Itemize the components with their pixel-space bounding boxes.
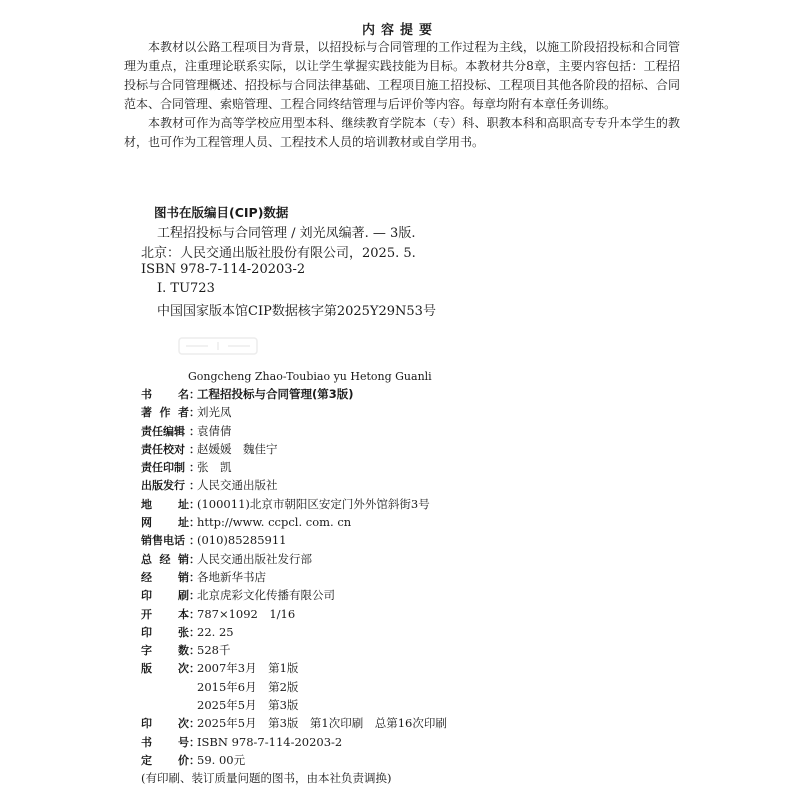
- colophon-value: 各地新华书店: [197, 569, 266, 584]
- cip-class-line: Ⅰ. TU723: [157, 281, 215, 296]
- colophon-label-char: 作: [159, 406, 171, 420]
- colophon-row: [141, 624, 641, 642]
- colophon-label: [141, 423, 189, 439]
- colophon-label: [141, 642, 189, 658]
- colophon-row: [141, 606, 641, 624]
- faint-stamp-mark: [178, 337, 258, 355]
- colophon-label-char: 销售电话: [141, 534, 185, 548]
- colophon-label: [141, 404, 189, 420]
- colophon-row: [141, 734, 641, 752]
- colophon-row: [141, 496, 641, 514]
- quality-note: (有印刷、装订质量问题的图书，由本社负责调换): [141, 771, 392, 786]
- colophon-value: ISBN 978-7-114-20203-2: [197, 734, 343, 749]
- colophon-label: [141, 734, 189, 750]
- colophon-label-char: 责任编辑: [141, 424, 185, 438]
- colophon-label: [141, 715, 189, 731]
- colophon-label-char: 次: [178, 662, 189, 676]
- colophon-label-char: 责任印制: [141, 461, 185, 475]
- colophon-label-char: 印: [141, 589, 152, 603]
- cip-title-line: 工程招投标与合同管理 / 刘光凤编著. — 3版.: [157, 226, 416, 241]
- colophon-label: [141, 569, 189, 585]
- colophon-colon: ：: [189, 552, 200, 566]
- cip-publisher-line: 北京：人民交通出版社股份有限公司，2025. 5.: [141, 246, 416, 261]
- colophon-label: [141, 532, 189, 548]
- summary-text-1: 本教材以公路工程项目为背景，以招投标与合同管理的工作过程为主线，以施工阶段招投标和合同管理为重点，注重理论联系实际，以让学生掌握实践技能为目标。本教材共分8章，主要内容包括：工程招投标与合同管理概述、招投标与合同法律基础、工程项目施工招投标、工程项目其他各阶段的招标、合同范本、合同管理、索赔管理、工程合同终结管理与后评价等内容。每章均附有本章任务训练。: [124, 40, 680, 111]
- colophon-label-char: 经: [159, 552, 171, 566]
- colophon-table: [141, 386, 641, 788]
- colophon-colon: ：: [189, 589, 200, 603]
- colophon-colon: ：: [189, 406, 200, 420]
- colophon-row: [141, 679, 641, 697]
- colophon-label-char: 书: [141, 735, 152, 749]
- colophon-label-char: 总: [141, 552, 152, 566]
- colophon-label-char: 本: [178, 607, 189, 621]
- colophon-colon: ：: [189, 753, 200, 767]
- book-title-pinyin: Gongcheng Zhao-Toubiao yu Hetong Guanli: [188, 370, 432, 383]
- colophon-row: [141, 441, 641, 459]
- colophon-row: [141, 660, 641, 678]
- colophon-value: 2015年6月 第2版: [197, 679, 299, 694]
- colophon-label: [141, 441, 189, 457]
- colophon-colon: ：: [189, 735, 200, 749]
- colophon-value: (010)85285911: [197, 533, 287, 548]
- colophon-label-char: 张: [178, 625, 189, 639]
- colophon-label-char: 经: [141, 570, 152, 584]
- colophon-colon: ：: [189, 461, 200, 475]
- colophon-value: 59. 00元: [197, 752, 246, 767]
- colophon-label-char: 名: [178, 388, 189, 401]
- colophon-value: 787×1092 1/16: [197, 606, 296, 621]
- summary-text-2: 本教材可作为高等学校应用型本科、继续教育学院本（专）科、职教本科和高职高专专升本学生的教材，也可作为工程管理人员、工程技术人员的培训教材或自学用书。: [124, 116, 680, 149]
- summary-paragraph-1: [124, 38, 680, 114]
- colophon-label-char: 出版发行: [141, 479, 185, 493]
- colophon-value: 2007年3月 第1版: [197, 661, 299, 676]
- summary-paragraph-2: [124, 114, 680, 152]
- colophon-row: [141, 715, 641, 733]
- colophon-label-char: 版: [141, 662, 152, 676]
- colophon-label-char: 定: [141, 753, 152, 767]
- colophon-label-char: 址: [178, 497, 189, 511]
- colophon-label: [141, 514, 189, 530]
- colophon-label-char: 刷: [178, 589, 189, 603]
- colophon-label-char: 销: [178, 552, 189, 566]
- colophon-value: 2025年5月 第3版 第1次印刷 总第16次印刷: [197, 716, 447, 731]
- colophon-label-char: 者: [178, 406, 189, 420]
- colophon-label-char: 价: [178, 753, 189, 767]
- colophon-value: (100011)北京市朝阳区安定门外外馆斜街3号: [197, 496, 430, 511]
- colophon-label-char: 地: [141, 497, 152, 511]
- colophon-colon: ：: [189, 388, 200, 401]
- colophon-label: [141, 386, 189, 402]
- colophon-label-char: 销: [178, 570, 189, 584]
- colophon-row: [141, 697, 641, 715]
- colophon-row: [141, 587, 641, 605]
- colophon-value: 528千: [197, 643, 231, 658]
- colophon-label-char: 址: [178, 516, 189, 530]
- colophon-colon: ：: [189, 534, 200, 548]
- colophon-value: 2025年5月 第3版: [197, 698, 299, 713]
- colophon-value: 工程招投标与合同管理(第3版): [197, 387, 354, 401]
- colophon-row: [141, 459, 641, 477]
- colophon-value: 22. 25: [197, 624, 234, 639]
- colophon-colon: ：: [189, 497, 200, 511]
- colophon-row: [141, 386, 641, 404]
- colophon-label: [141, 496, 189, 512]
- colophon-label: [141, 606, 189, 622]
- colophon-value: 张 凯: [197, 460, 232, 475]
- colophon-colon: ：: [189, 717, 200, 731]
- colophon-row: [141, 642, 641, 660]
- colophon-colon: ：: [189, 570, 200, 584]
- colophon-row: [141, 551, 641, 569]
- cip-record-line: 中国国家版本馆CIP数据核字第2025Y29N53号: [157, 304, 436, 319]
- colophon-label-char: 网: [141, 516, 152, 530]
- cip-heading: 图书在版编目(CIP)数据: [154, 205, 289, 220]
- colophon-label-char: 印: [141, 717, 152, 731]
- colophon-label: [141, 624, 189, 640]
- colophon-colon: ：: [189, 662, 200, 676]
- colophon-label-char: 数: [178, 644, 189, 658]
- colophon-colon: ：: [189, 625, 200, 639]
- colophon-value: 人民交通出版社: [197, 478, 278, 493]
- colophon-label-char: 次: [178, 717, 189, 731]
- colophon-label: [141, 660, 189, 676]
- colophon-value: 刘光凤: [197, 405, 232, 420]
- colophon-colon: ：: [189, 442, 200, 456]
- colophon-label-char: 字: [141, 644, 152, 658]
- colophon-colon: ：: [189, 424, 200, 438]
- colophon-colon: ：: [189, 644, 200, 658]
- colophon-label: [141, 477, 189, 493]
- colophon-label-char: 著: [141, 406, 152, 420]
- colophon-label-char: 印: [141, 625, 152, 639]
- colophon-colon: ：: [189, 516, 200, 530]
- colophon-colon: ：: [189, 479, 200, 493]
- cip-isbn-line: ISBN 978-7-114-20203-2: [141, 262, 306, 277]
- colophon-label-char: 号: [178, 735, 189, 749]
- colophon-label-char: 责任校对: [141, 442, 185, 456]
- colophon-row: [141, 752, 641, 770]
- colophon-value: 袁倩倩: [197, 423, 232, 438]
- colophon-value: 赵媛媛 魏佳宁: [197, 441, 278, 456]
- colophon-label: [141, 551, 189, 567]
- colophon-row: [141, 569, 641, 587]
- colophon-label: [141, 587, 189, 603]
- colophon-value: http://www. ccpcl. com. cn: [197, 515, 352, 530]
- colophon-value: 人民交通出版社发行部: [197, 551, 312, 566]
- colophon-row: [141, 404, 641, 422]
- colophon-label: [141, 459, 189, 475]
- colophon-value: 北京虎彩文化传播有限公司: [197, 588, 335, 603]
- colophon-colon: ：: [189, 607, 200, 621]
- colophon-label: [141, 752, 189, 768]
- colophon-row: [141, 532, 641, 550]
- summary-title: 内容提要: [361, 23, 438, 38]
- colophon-label-char: 书: [141, 388, 152, 401]
- colophon-row: [141, 477, 641, 495]
- colophon-label-char: 开: [141, 607, 152, 621]
- colophon-row: [141, 514, 641, 532]
- colophon-row: [141, 423, 641, 441]
